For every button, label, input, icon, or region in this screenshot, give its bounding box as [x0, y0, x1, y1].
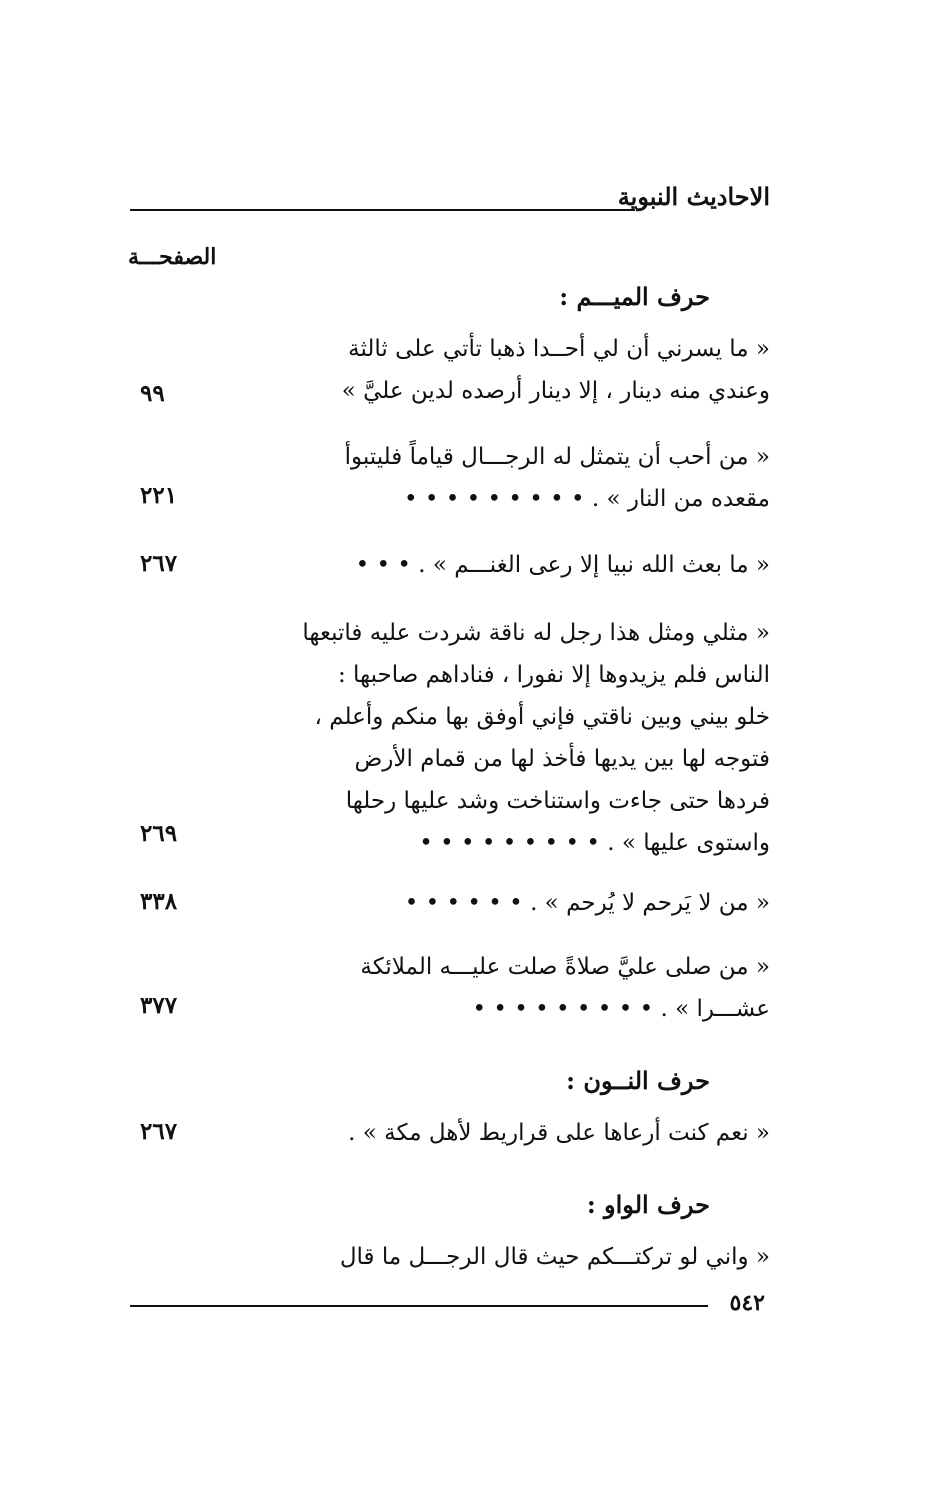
hadith-line: فردها حتى جاءت واستناخت وشد عليها رحلها	[345, 788, 770, 814]
page-number: ٥٤٢	[729, 1290, 765, 1316]
hadith-line: « من صلى عليَّ صلاةً صلت عليـــه الملائكة	[360, 954, 770, 980]
leader-dots: • • • • • • • • •	[419, 830, 600, 856]
page-reference: ٣٧٧	[140, 992, 178, 1019]
hadith-line: « مثلي ومثل هذا رجل له ناقة شردت عليه فاتبعها	[302, 620, 770, 646]
page-reference: ٢٢١	[140, 482, 178, 509]
hadith-line	[330, 988, 770, 1030]
hadith-line	[330, 882, 770, 924]
running-header-title: الاحاديث النبوية	[617, 182, 770, 211]
hadith-line: وعندي منه دينار ، إلا دينار أرصده لدين عليَّ »	[341, 378, 770, 404]
hadith-line: « من أحب أن يتمثل له الرجـــال قياماً فليتبوأ	[344, 444, 770, 470]
hadith-line: خلو بيني وبين ناقتي فإني أوفق بها منكم وأعلم ،	[314, 704, 770, 730]
page-reference: ٢٦٧	[140, 550, 178, 577]
leader-dots: • • • • • •	[404, 890, 523, 916]
hadith-line-text: « من لا يَرحم لا يُرحم » .	[530, 890, 770, 916]
hadith-entry	[330, 882, 770, 924]
hadith-line-text: واستوى عليها » .	[607, 830, 770, 856]
hadith-line: « واني لو تركتـــكم حيث قال الرجـــل ما قال	[339, 1244, 770, 1270]
page-reference: ٢٦٧	[140, 1118, 178, 1145]
hadith-line-text: عشـــرا » .	[660, 996, 770, 1022]
hadith-entry	[302, 612, 770, 864]
hadith-entry	[330, 328, 770, 412]
section-heading-waw: حرف الواو :	[586, 1190, 710, 1219]
page-column-label: الصفحـــة	[128, 244, 217, 270]
hadith-line-text: مقعده من النار » .	[591, 486, 770, 512]
section-heading-noon: حرف النــون :	[566, 1066, 710, 1095]
hadith-line: « ما يسرني أن لي أحــدا ذهبا تأتي على ثالثة	[348, 336, 770, 362]
hadith-entry	[330, 946, 770, 1030]
hadith-entry	[330, 436, 770, 520]
section-heading-meem: حرف الميـــم :	[559, 282, 710, 311]
hadith-entry	[330, 1112, 770, 1154]
hadith-line	[330, 478, 770, 520]
page-reference: ٩٩	[140, 380, 165, 407]
leader-dots: • • •	[355, 552, 411, 578]
leader-dots: • • • • • • • • •	[472, 996, 654, 1022]
page-reference: ٣٣٨	[140, 888, 178, 915]
hadith-line	[330, 544, 770, 586]
hadith-entry	[330, 544, 770, 586]
hadith-line: الناس فلم يزيدوها إلا نفورا ، فناداهم صاحبها :	[337, 662, 770, 688]
hadith-line-text: « ما بعث الله نبيا إلا رعى الغنـــم » .	[418, 552, 770, 578]
footer-rule	[130, 1305, 708, 1307]
hadith-line: « نعم كنت أرعاها على قراريط لأهل مكة » .	[348, 1120, 770, 1146]
page-reference: ٢٦٩	[140, 820, 178, 847]
hadith-line: فتوجه لها بين يديها فأخذ لها من قمام الأرض	[354, 746, 770, 772]
header-rule	[130, 209, 635, 211]
hadith-entry	[330, 1236, 770, 1278]
hadith-line	[330, 822, 770, 864]
leader-dots: • • • • • • • • •	[404, 486, 585, 512]
